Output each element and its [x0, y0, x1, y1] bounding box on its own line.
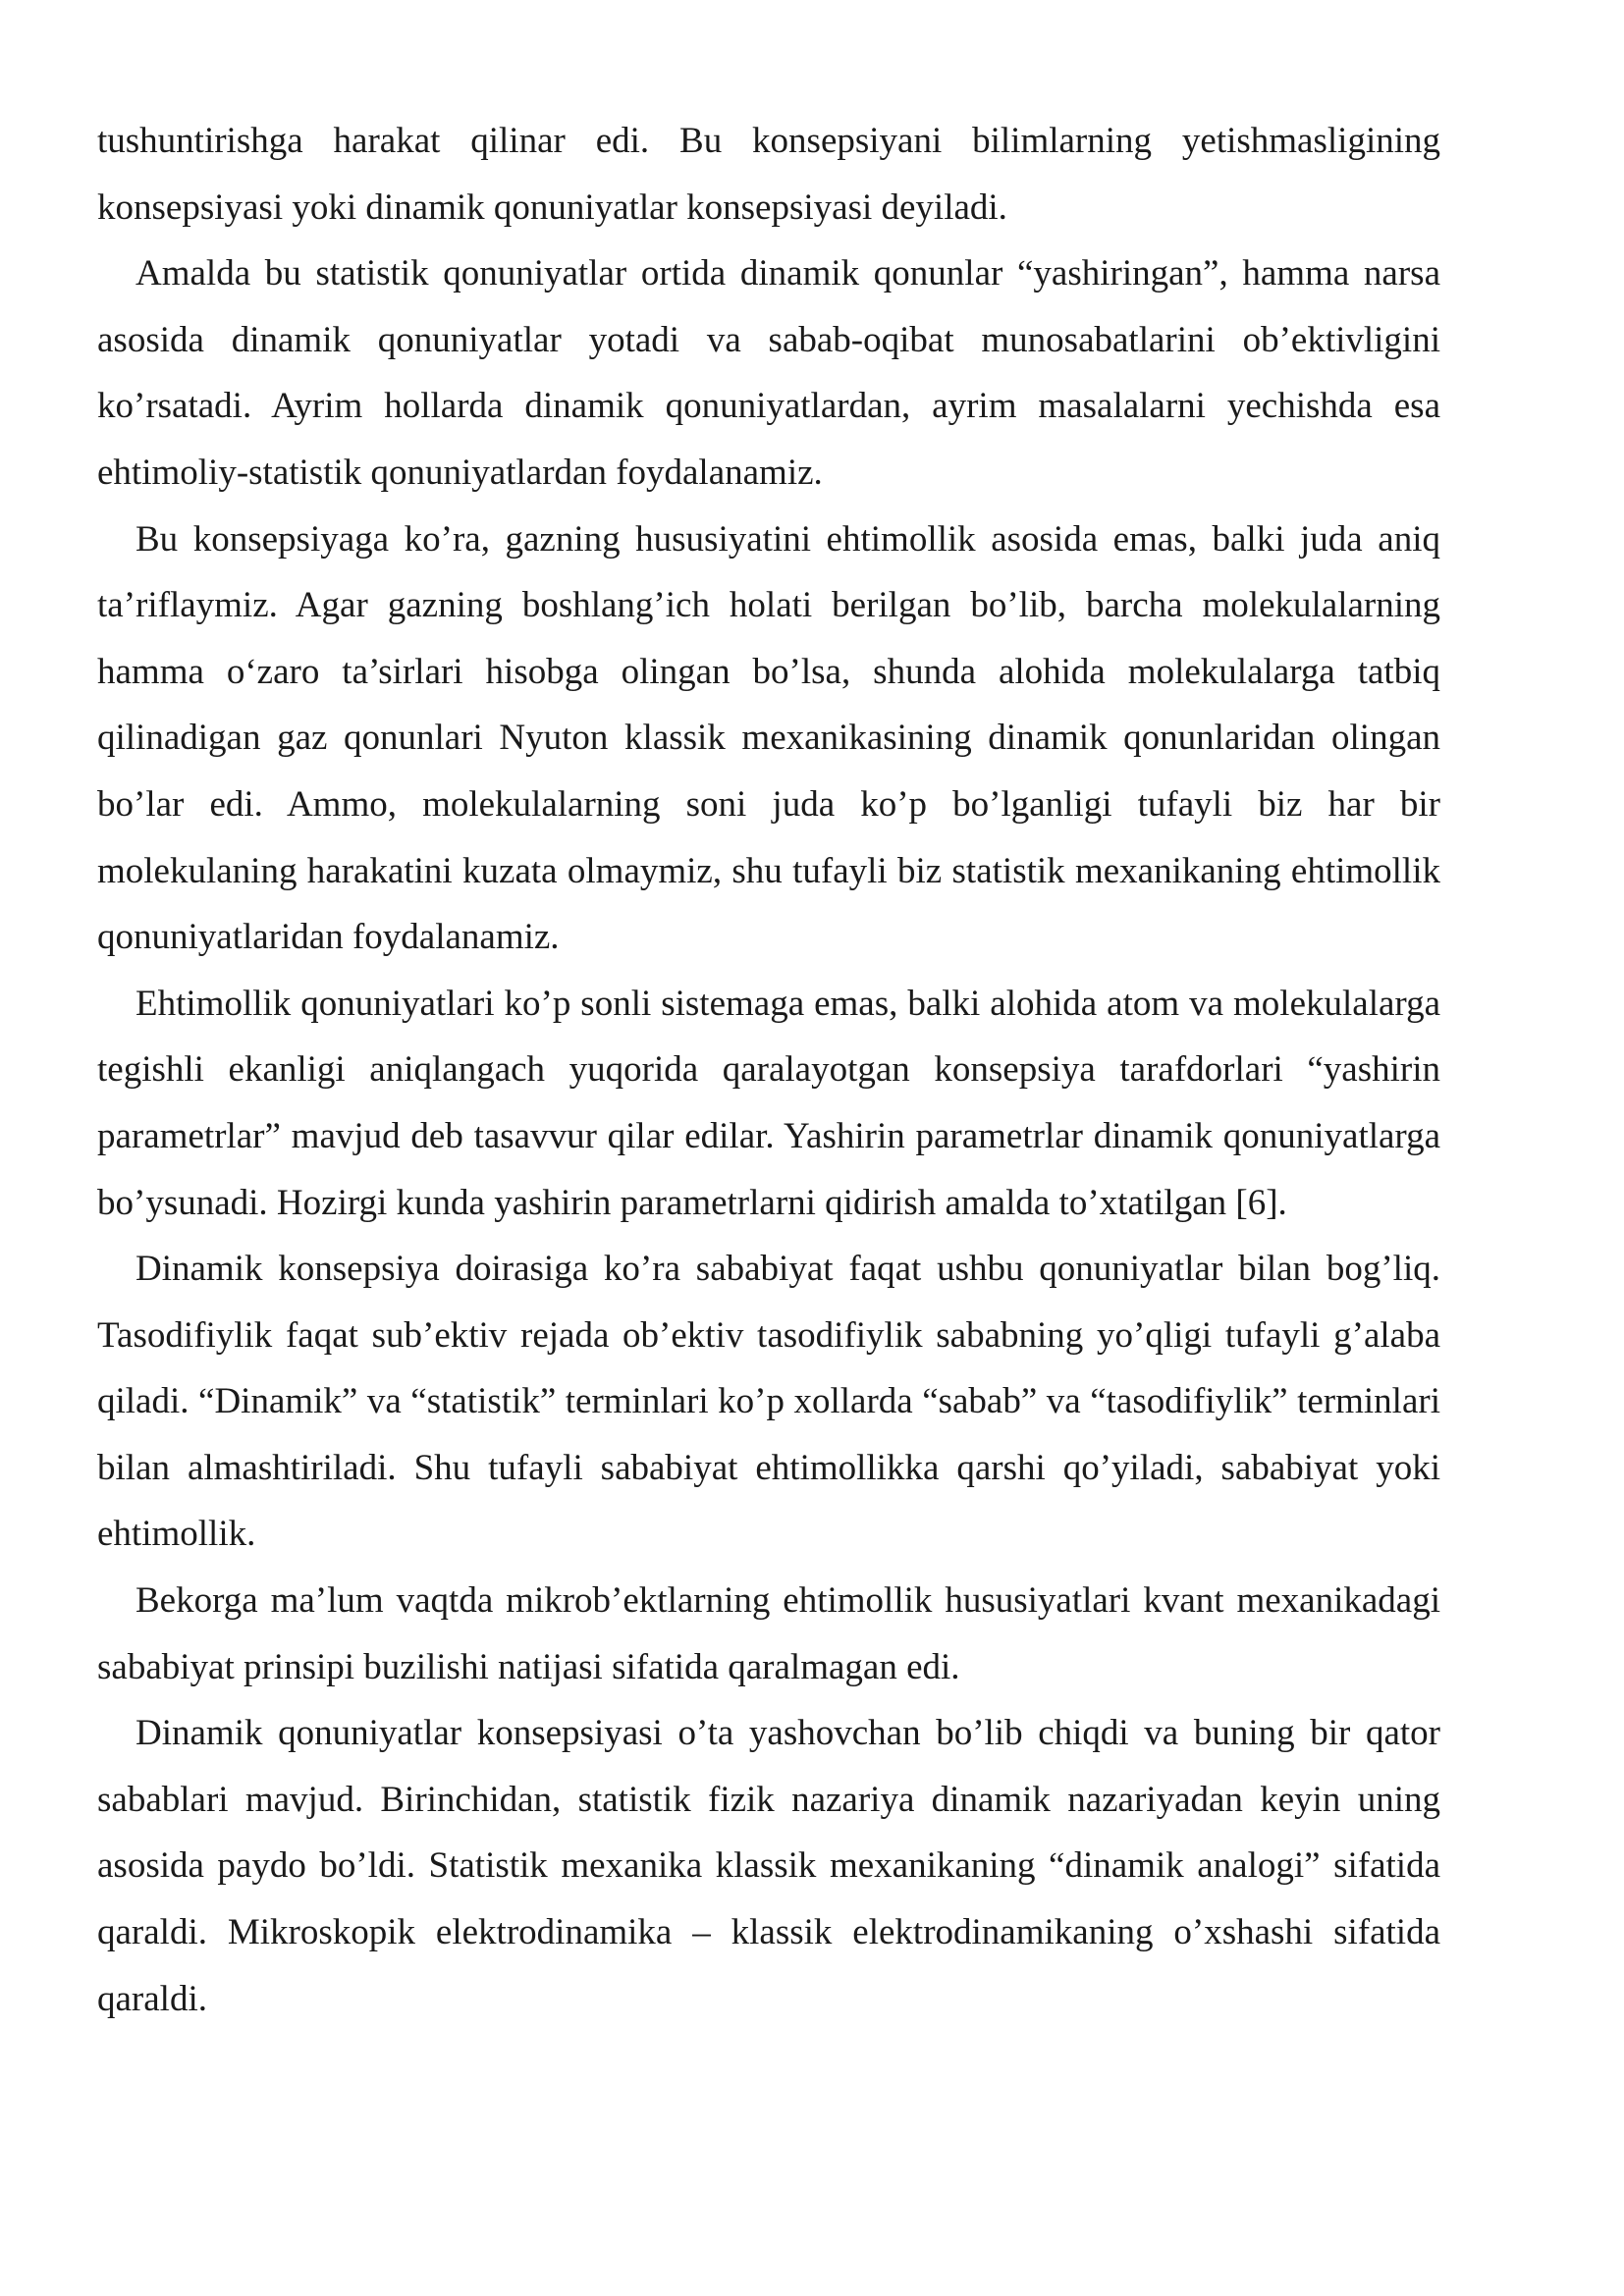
paragraph-4: Ehtimollik qonuniyatlari ko’p sonli sistemaga emas, balki alohida atom va molekulalarga tegishli ekanligi aniqlangach yuqorida qaralayotgan konsepsiya tarafdorlari “yashirin parametrlar” mavjud deb tasavvur qilar edilar. Yashirin parametrlar dinamik qonuniyatlarga bo’ysunadi. Hozirgi kunda yashirin parametrlarni qidirish amalda to’xtatilgan [6]. [97, 983, 1440, 1223]
paragraph-3: Bu konsepsiyaga ko’ra, gazning hususiyatini ehtimollik asosida emas, balki juda aniq ta’riflaymiz. Agar gazning boshlang’ich holati berilgan bo’lib, barcha molekulalarning hamma o‘zaro ta’sirlari hisobga olingan bo’lsa, shunda alohida molekulalarga tatbiq qilinadigan gaz qonunlari Nyuton klassik mexanikasining dinamik qonunlaridan olingan bo’lar edi. Ammo, molekulalarning soni juda ko’p bo’lganligi tufayli biz har bir molekulaning harakatini kuzata olmaymiz, shu tufayli biz statistik mexanikaning ehtimollik qonuniyatlaridan foydalanamiz. [97, 518, 1440, 958]
paragraph-6: Bekorga ma’lum vaqtda mikrob’ektlarning ehtimollik hususiyatlari kvant mexanikadagi sababiyat prinsipi buzilishi natijasi sifatida qaralmagan edi. [97, 1580, 1440, 1687]
paragraph-2: Amalda bu statistik qonuniyatlar ortida dinamik qonunlar “yashiringan”, hamma narsa asosida dinamik qonuniyatlar yotadi va sabab-oqibat munosabatlarini ob’ektivligini ko’rsatadi. Ayrim hollarda dinamik qonuniyatlardan, ayrim masalalarni yechishda esa ehtimoliy-statistik qonuniyatlardan foydalanamiz. [97, 253, 1440, 493]
body-text [97, 108, 1440, 2032]
paragraph-1: tushuntirishga harakat qilinar edi. Bu konsepsiyani bilimlarning yetishmasligining konsepsiyasi yoki dinamik qonuniyatlar konsepsiyasi deyiladi. [97, 121, 1440, 228]
paragraph-5: Dinamik konsepsiya doirasiga ko’ra sababiyat faqat ushbu qonuniyatlar bilan bog’liq. Tasodifiylik faqat sub’ektiv rejada ob’ektiv tasodifiylik sababning yo’qligi tufayli g’alaba qiladi. “Dinamik” va “statistik” terminlari ko’p xollarda “sabab” va “tasodifiylik” terminlari bilan almashtiriladi. Shu tufayli sababiyat ehtimollikka qarshi qo’yiladi, sababiyat yoki ehtimollik. [97, 1249, 1440, 1555]
paragraph-7: Dinamik qonuniyatlar konsepsiyasi o’ta yashovchan bo’lib chiqdi va buning bir qator sabablari mavjud. Birinchidan, statistik fizik nazariya dinamik nazariyadan keyin uning asosida paydo bo’ldi. Statistik mexanika klassik mexanikaning “dinamik analogi” sifatida qaraldi. Mikroskopik elektrodinamika – klassik elektrodinamikaning o’xshashi sifatida qaraldi. [97, 1713, 1440, 2019]
